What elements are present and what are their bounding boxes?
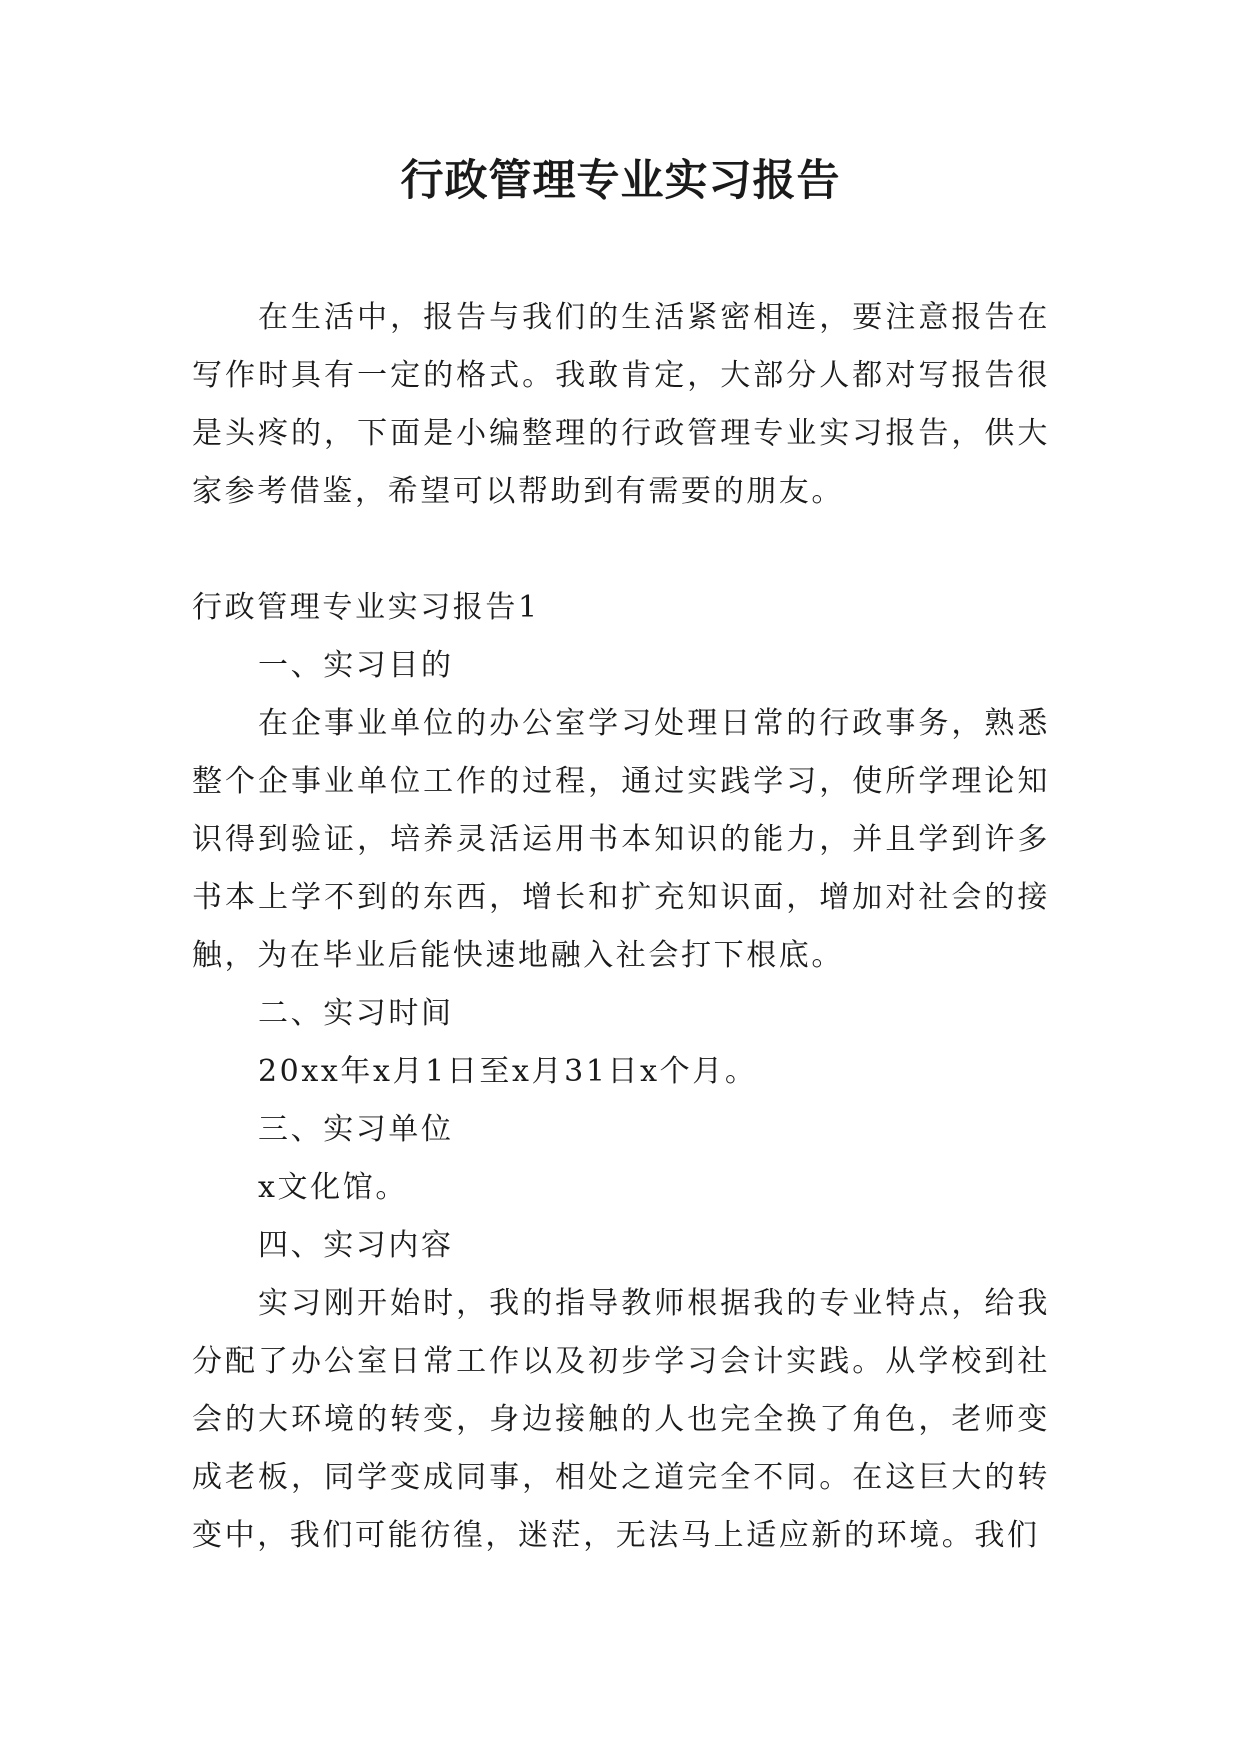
intro-block	[192, 289, 1050, 521]
report-body	[192, 579, 1050, 1565]
heading-purpose: 一、实习目的	[258, 648, 454, 683]
paragraph-purpose: 在企事业单位的办公室学习处理日常的行政事务，熟悉整个企事业单位工作的过程，通过实践学习，使所学理论知识得到验证，培养灵活运用书本知识的能力，并且学到许多书本上学不到的东西，增长和扩充知识面，增加对社会的接触，为在毕业后能快速地融入社会打下根底。	[192, 706, 1050, 973]
intro-paragraph: 在生活中，报告与我们的生活紧密相连，要注意报告在写作时具有一定的格式。我敢肯定，大部分人都对写报告很是头疼的，下面是小编整理的行政管理专业实习报告，供大家参考借鉴，希望可以帮助到有需要的朋友。	[192, 300, 1050, 509]
heading-content: 四、实习内容	[258, 1228, 454, 1263]
section-title: 行政管理专业实习报告1	[192, 590, 540, 625]
heading-unit: 三、实习单位	[258, 1112, 454, 1147]
paragraph-unit: x文化馆。	[258, 1170, 408, 1205]
heading-time: 二、实习时间	[258, 996, 454, 1031]
document-title: 行政管理专业实习报告	[400, 156, 841, 206]
paragraph-content: 实习刚开始时，我的指导教师根据我的专业特点，给我分配了办公室日常工作以及初步学习会计实践。从学校到社会的大环境的转变，身边接触的人也完全换了角色，老师变成老板，同学变成同事，相处之道完全不同。在这巨大的转变中，我们可能彷徨，迷茫，无法马上适应新的环境。我们	[192, 1286, 1050, 1553]
paragraph-time: 20xx年x月1日至x月31日x个月。	[258, 1054, 758, 1089]
